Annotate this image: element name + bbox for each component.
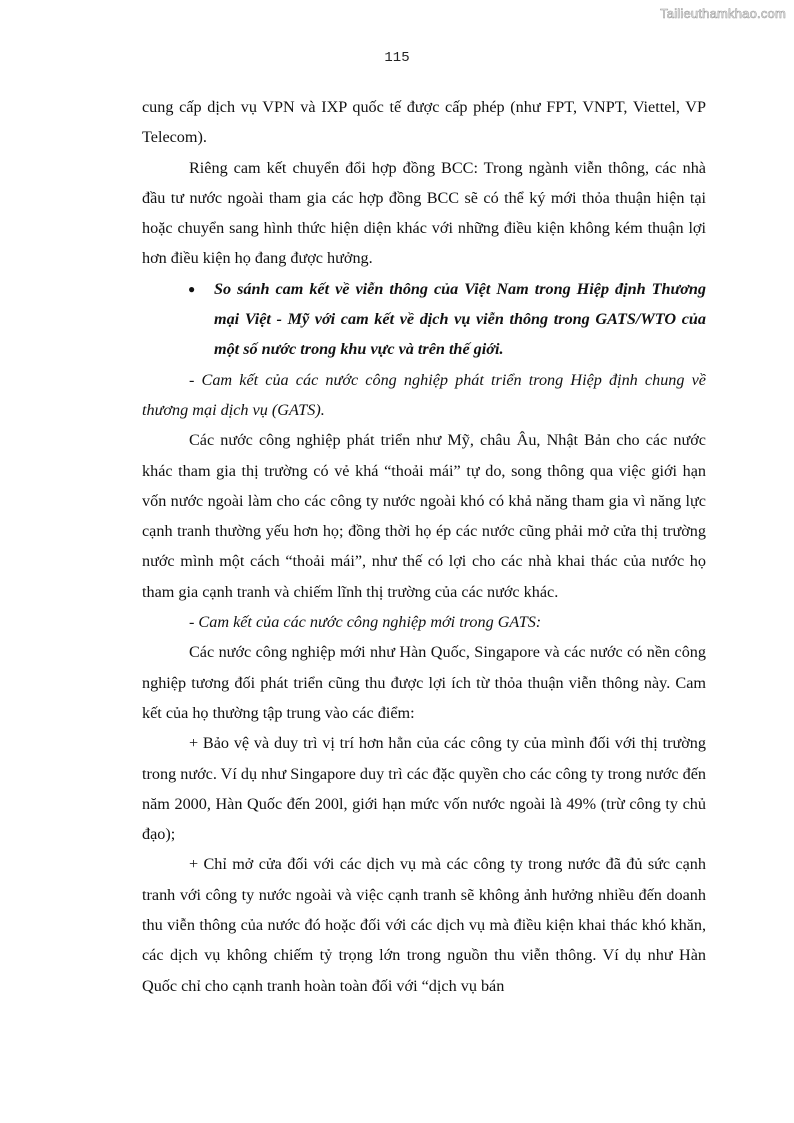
- document-body: [142, 92, 706, 1001]
- bullet-icon: ●: [188, 281, 196, 296]
- subheading-italic: - Cam kết của các nước công nghiệp phát triển trong Hiệp định chung về thương mại dịch vụ (GATS).: [142, 370, 706, 419]
- bullet-heading-text: So sánh cam kết về viễn thông của Việt Nam trong Hiệp định Thương mại Việt - Mỹ với cam kết về dịch vụ viễn thông trong GATS/WTO của một số nước trong khu vực và trên thế giới.: [214, 279, 706, 359]
- paragraph: + Bảo vệ và duy trì vị trí hơn hẳn của các công ty của mình đối với thị trường trong nước. Ví dụ như Singapore duy trì các đặc quyền cho các công ty trong nước đến năm 2000, Hàn Quốc đến 200l, giới hạn mức vốn nước ngoài là 49% (trừ công ty chủ đạo);: [142, 734, 706, 844]
- page-number: 115: [384, 50, 410, 66]
- paragraph: Riêng cam kết chuyển đổi hợp đồng BCC: Trong ngành viễn thông, các nhà đầu tư nước ngoài tham gia các hợp đồng BCC sẽ có thể ký mới thỏa thuận hiện tại hoặc chuyển sang hình thức hiện diện khác với những điều kiện không kém thuận lợi hơn điều kiện họ đang được hưởng.: [142, 158, 706, 268]
- paragraph: cung cấp dịch vụ VPN và IXP quốc tế được cấp phép (như FPT, VNPT, Viettel, VP Telecom).: [142, 98, 706, 147]
- paragraph: Các nước công nghiệp phát triển như Mỹ, châu Âu, Nhật Bản cho các nước khác tham gia thị trường có vẻ khá “thoải mái” tự do, song thông qua việc giới hạn vốn nước ngoài làm cho các công ty nước ngoài khó có khả năng tham gia vì năng lực cạnh tranh thường yếu hơn họ; đồng thời họ ép các nước cũng phải mở cửa thị trường nước mình một cách “thoải mái”, như thế có lợi cho các nhà khai thác của nước họ tham gia cạnh tranh và chiếm lĩnh thị trường của các nước khác.: [142, 431, 706, 601]
- watermark-text: Tailieuthamkhao.com: [660, 6, 786, 21]
- paragraph: + Chỉ mở cửa đối với các dịch vụ mà các công ty trong nước đã đủ sức cạnh tranh với công ty nước ngoài và việc cạnh tranh sẽ không ảnh hưởng nhiều đến doanh thu viễn thông của nước đó hoặc đối với các dịch vụ mà điều kiện khai thác khó khăn, các dịch vụ không chiếm tỷ trọng lớn trong nguồn thu viễn thông. Ví dụ như Hàn Quốc chỉ cho cạnh tranh hoàn toàn đối với “dịch vụ bán: [142, 855, 706, 995]
- subheading-italic: - Cam kết của các nước công nghiệp mới trong GATS:: [189, 613, 542, 632]
- paragraph: Các nước công nghiệp mới như Hàn Quốc, Singapore và các nước có nền công nghiệp tương đối phát triển cũng thu được lợi ích từ thỏa thuận viễn thông này. Cam kết của họ thường tập trung vào các điểm:: [142, 643, 706, 722]
- bullet-heading: [142, 274, 706, 365]
